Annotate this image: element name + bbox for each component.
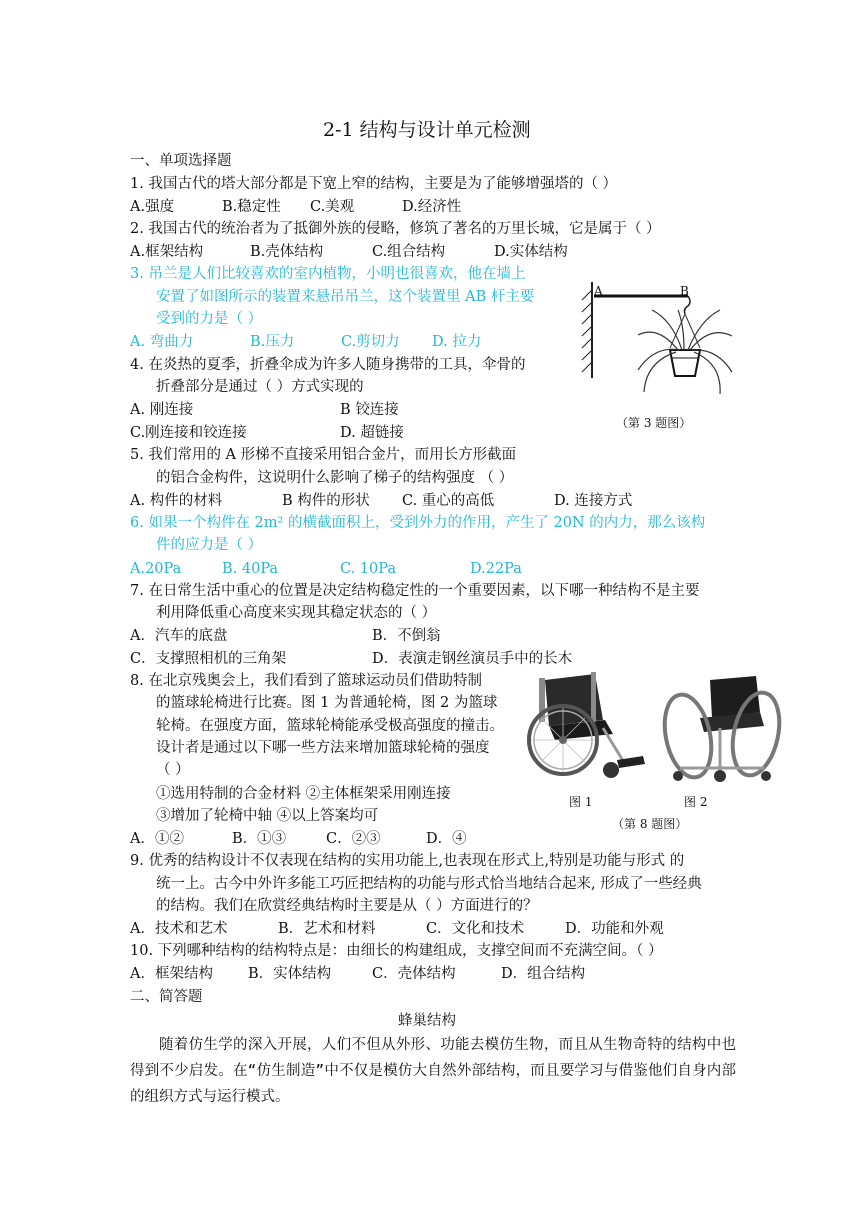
q2-option-d: D.实体结构 — [494, 244, 568, 260]
q4-option-d: D. 超链接 — [340, 425, 404, 441]
question-3-line3: 受到的力是（ ） — [156, 311, 263, 327]
q5-option-d: D. 连接方式 — [554, 493, 633, 509]
q7-option-d: D．表演走钢丝演员手中的长木 — [372, 651, 573, 667]
standard-wheelchair-illustration — [525, 668, 650, 780]
q5-option-c: C. 重心的高低 — [402, 493, 495, 509]
q2-option-b: B.壳体结构 — [250, 244, 324, 260]
question-10: 10. 下列哪种结构的结构特点是：由细长的构建组成，支撑空间而不充满空间。（ ） — [130, 943, 663, 959]
section-heading-short-answer: 二、简答题 — [130, 989, 203, 1005]
question-4: 4. 在炎热的夏季，折叠伞成为许多人随身携带的工具，伞骨的 — [130, 357, 526, 373]
figure-8-caption: （第 8 题图） — [612, 817, 688, 831]
q7-option-b: B．不倒翁 — [372, 628, 441, 644]
figure-1-label: 图 1 — [569, 795, 593, 809]
q3-option-b: B.压力 — [250, 334, 295, 350]
question-8-line5: （ ） — [156, 762, 190, 778]
section-heading-choice: 一、单项选择题 — [130, 153, 232, 169]
q1-option-a: A.强度 — [130, 199, 175, 215]
essay-heading: 蜂巢结构 — [398, 1013, 456, 1029]
q9-option-a: A．技术和艺术 — [130, 921, 228, 937]
q3-option-c: C.剪切力 — [341, 334, 400, 350]
question-6-line2: 件的应力是（ ） — [156, 537, 263, 553]
q10-option-a: A．框架结构 — [130, 966, 213, 982]
question-8-line2: 的篮球轮椅进行比赛。图 1 为普通轮椅，图 2 为篮球 — [156, 695, 498, 711]
question-3-line2: 安置了如图所示的装置来悬吊吊兰，这个装置里 AB 杆主要 — [156, 289, 535, 305]
question-7-line2: 利用降低重心高度来实现其稳定状态的（ ） — [156, 605, 437, 621]
q1-option-c: C.美观 — [310, 199, 355, 215]
question-1: 1. 我国古代的塔大部分都是下宽上窄的结构，主要是为了能够增强塔的（ ） — [130, 176, 618, 192]
question-5-line2: 的铝合金构件，这说明什么影响了梯子的结构强度 （ ） — [156, 470, 514, 486]
question-8-line7: ③增加了轮椅中轴 ④以上答案均可 — [156, 808, 379, 824]
question-6: 6. 如果一个构件在 2m² 的横截面积上，受到外力的作用，产生了 20N 的内力，那么该构 — [130, 515, 706, 531]
q9-option-c: C．文化和技术 — [426, 921, 525, 937]
question-8-line4: 设计者是通过以下哪一些方法来增加篮球轮椅的强度 — [156, 740, 490, 756]
q9-option-b: B．艺术和材料 — [278, 921, 376, 937]
q2-option-c: C.组合结构 — [372, 244, 446, 260]
q4-option-b: B 铰连接 — [340, 402, 399, 418]
figure-2-label: 图 2 — [684, 795, 708, 809]
q10-option-b: B．实体结构 — [248, 966, 332, 982]
q6-option-b: B. 40Pa — [222, 561, 279, 577]
question-9-line2: 统一上。古今中外许多能工巧匠把结构的功能与形式恰当地结合起来, 形成了一些经典 — [156, 876, 702, 892]
basketball-wheelchair-figure — [660, 672, 784, 784]
q5-option-b: B 构件的形状 — [282, 493, 370, 509]
page-title: 2-1 结构与设计单元检测 — [323, 119, 531, 141]
question-3: 3. 吊兰是人们比较喜欢的室内植物，小明也很喜欢，他在墙上 — [130, 266, 526, 282]
question-9-line3: 的结构。我们在欣赏经典结构时主要是从（ ）方面进行的？ — [156, 898, 538, 914]
question-9: 9. 优秀的结构设计不仅表现在结构的实用功能上,也表现在形式上,特别是功能与形式 的 — [130, 853, 685, 869]
label-b: B — [680, 284, 689, 298]
q8-option-c: C．②③ — [326, 831, 381, 847]
q1-option-b: B.稳定性 — [222, 199, 281, 215]
standard-wheelchair-figure — [525, 668, 650, 780]
bracket-plant-illustration — [574, 278, 754, 418]
essay-paragraph: 随着仿生学的深入开展，人们不但从外形、功能去模仿生物，而且从生物奇特的结构中也得到不少启发。在“仿生制造”中不仅是模仿大自然外部结构，而且要学习与借鉴他们自身内部的组织方式与运行模式。 — [130, 1037, 736, 1105]
q10-option-d: D．组合结构 — [501, 966, 586, 982]
question-7: 7. 在日常生活中重心的位置是决定结构稳定性的一个重要因素，以下哪一种结构不是主要 — [130, 583, 700, 599]
q8-option-b: B．①③ — [232, 831, 287, 847]
hanging-plant-figure — [574, 278, 754, 418]
q7-option-c: C．支撑照相机的三角架 — [130, 651, 287, 667]
question-8-line3: 轮椅。在强度方面，篮球轮椅能承受极高强度的撞击。 — [156, 718, 504, 734]
q7-option-a: A．汽车的底盘 — [130, 628, 228, 644]
question-8-line6: ①选用特制的合金材料 ②主体框架采用刚连接 — [156, 786, 451, 802]
q8-option-a: A．①② — [130, 831, 184, 847]
question-4-line2: 折叠部分是通过（ ）方式实现的 — [156, 379, 364, 395]
basketball-wheelchair-illustration — [660, 672, 784, 784]
label-a: A — [594, 284, 603, 298]
q9-option-d: D．功能和外观 — [565, 921, 664, 937]
q5-option-a: A. 构件的材料 — [130, 493, 223, 509]
question-8: 8. 在北京残奥会上，我们看到了篮球运动员们借助特制 — [130, 673, 482, 689]
question-5: 5. 我们常用的 A 形梯不直接采用铝合金片，而用长方形截面 — [130, 447, 517, 463]
q3-option-d: D. 拉力 — [432, 334, 482, 350]
figure-3-caption: （第 3 题图） — [616, 416, 692, 430]
q1-option-d: D.经济性 — [402, 199, 462, 215]
q6-option-a: A.20Pa — [130, 561, 182, 577]
q4-option-a: A. 刚连接 — [130, 402, 194, 418]
q3-option-a: A. 弯曲力 — [130, 334, 194, 350]
q4-option-c: C.刚连接和铰连接 — [130, 425, 247, 441]
q8-option-d: D．④ — [426, 831, 467, 847]
q10-option-c: C．壳体结构 — [372, 966, 456, 982]
q2-option-a: A.框架结构 — [130, 244, 204, 260]
q6-option-c: C. 10Pa — [340, 561, 396, 577]
q6-option-d: D.22Pa — [470, 561, 522, 577]
question-2: 2. 我国古代的统治者为了抵御外族的侵略，修筑了著名的万里长城，它是属于（ ） — [130, 221, 661, 237]
